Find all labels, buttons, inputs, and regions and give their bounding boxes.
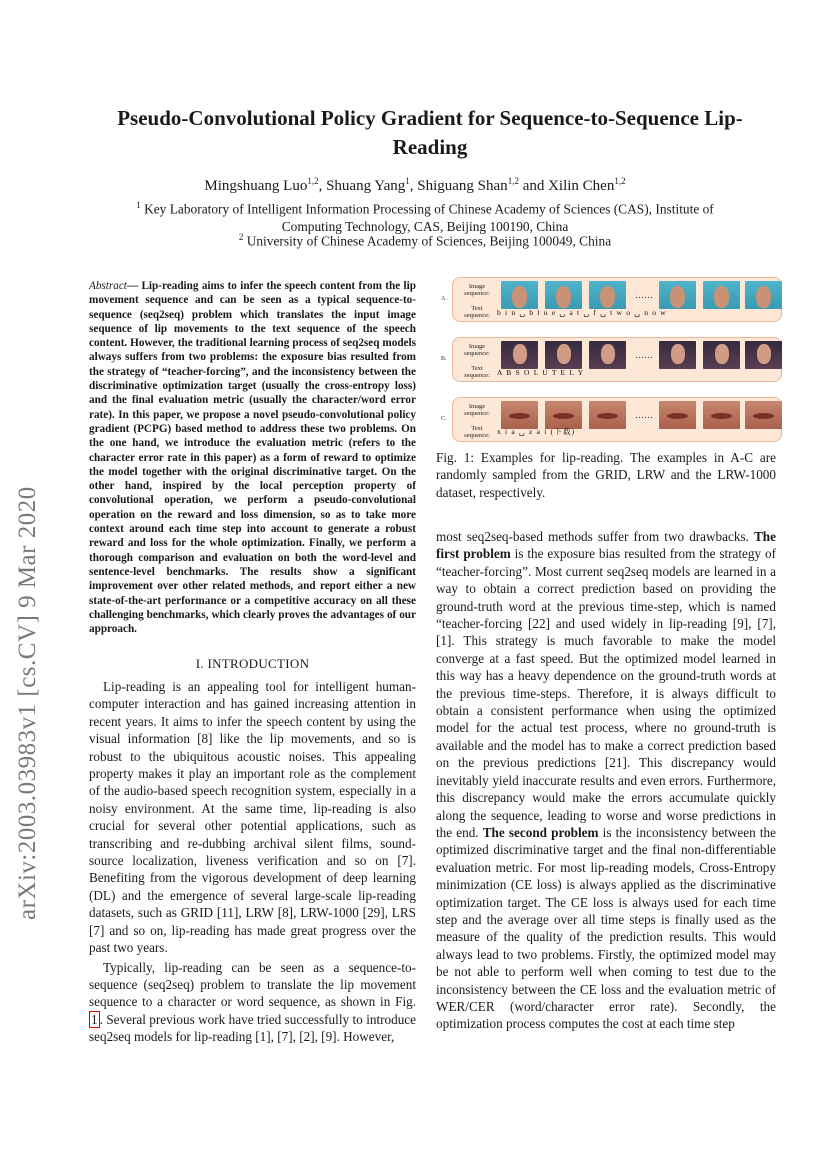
text-sequence-label: Text sequence: [464, 425, 490, 439]
ellipsis: …… [635, 350, 653, 360]
affiliation-marker: 1 [136, 200, 141, 210]
lip-frame-image [501, 341, 538, 369]
lip-frame-image [545, 341, 582, 369]
paragraph-text: most seq2seq-based methods suffer from two drawbacks. [436, 529, 755, 544]
paragraph-text: Typically, lip-reading can be seen as a sequence-to-sequence (seq2seq) problem to translate the lip movement sequence to a character or word sequence, as shown in Fig. [89, 959, 416, 1010]
abstract-text: — Lip-reading aims to infer the speech content from the lip movement sequence and can be seen as a typical sequence-to-sequence (seq2seq) problem which translates the input image sequence of lip movements to the text sequence of the speech content. However, the traditional learning process of seq2seq models always suffers from two problems: the exposure bias resulted from the strategy of “teacher-forcing”, and the inconsistency between the discriminative optimization target (usually the cross-entropy loss) and the final evaluation metric (usually the character/word error rate). In this paper, we propose a novel pseudo-convolutional policy gradient (PCPG) based method to address these two problems. On the one hand, we introduce the evaluation metric (refers to the character error rate in this paper) as a form of reward to optimize the model together with the original discriminative target. On the other hand, inspired by the local perception property of convolutional operation, we perform a pseudo-convolutional operation on the reward and loss dimension, so as to take more context around each time step into account to generate a robust reward and loss for the whole optimization. Finally, we perform a thorough comparison and evaluation on both the word-level and sentence-level benchmarks. The results show a significant improvement over other related methods, and report either a new state-of-the-art performance or a competitive accuracy on all these challenging benchmarks, which clearly proves the advantages of our approach. [89, 280, 416, 636]
abstract [89, 279, 416, 636]
ellipsis: …… [635, 410, 653, 420]
lip-frame-image [545, 401, 582, 429]
affiliation-marker: 1,2 [614, 176, 626, 186]
ellipsis: …… [635, 290, 653, 300]
affiliation-2 [110, 232, 740, 249]
text-sequence: x i a ␣ z a i (下载) [497, 427, 576, 436]
introduction-body-continued [436, 528, 776, 1033]
affiliation-text: Key Laboratory of Intelligent Information Processing of Chinese Academy of Sciences (CAS), Institute of Computing Technology, CAS, Beijing 100190, China [140, 201, 714, 235]
emphasis: The second problem [482, 824, 599, 840]
text-sequence: b i n ␣ b l u e ␣ a t ␣ f ␣ t w o ␣ n o w [497, 308, 667, 317]
figure-reference-link[interactable]: 1 [91, 1011, 98, 1027]
arxiv-identifier: arXiv:2003.03983v1 [cs.CV] 9 Mar 2020 [14, 486, 41, 920]
author-list [90, 176, 740, 195]
text-sequence: A B S O L U T E L Y [497, 368, 585, 377]
paragraph [89, 959, 416, 1046]
section-heading: I. INTRODUCTION [195, 656, 310, 671]
lip-frame-image [745, 341, 782, 369]
text-sequence-label: Text sequence: [464, 305, 490, 319]
lip-frame-image [589, 341, 626, 369]
author-name: , Shuang Yang [318, 178, 406, 194]
emphasis: The first problem [436, 529, 776, 562]
author-name: , Shiguang Shan [409, 178, 508, 194]
lip-frame-image [659, 281, 696, 309]
affiliation-marker: 1 [405, 176, 410, 186]
paragraph-text: . Several previous work have tried successfully to introduce seq2seq models for lip-reading [1], [7], [2], [9]. However, [89, 1011, 416, 1045]
author-name: Mingshuang Luo [204, 178, 308, 194]
text-sequence-label: Text sequence: [464, 365, 490, 379]
figure-caption: Fig. 1: Examples for lip-reading. The examples in A-C are randomly sampled from the GRID, LRW and the LRW-1000 dataset, respectively. [436, 450, 776, 500]
lip-frame-image [589, 281, 626, 309]
affiliation-marker: 1,2 [307, 176, 319, 186]
panel-letter: A. [441, 296, 447, 302]
lip-frame-image [545, 281, 582, 309]
panel-letter: C. [441, 416, 447, 422]
figure-1 [438, 277, 782, 445]
author-name: and Xilin Chen [518, 178, 615, 194]
figure-panel-a [441, 277, 782, 322]
panel-letter: B. [441, 356, 447, 362]
figure-panel-b [441, 337, 782, 382]
affiliation-text: University of Chinese Academy of Sciences, Beijing 100049, China [243, 233, 612, 249]
lip-frame-image [589, 401, 626, 429]
lip-frame-image [659, 341, 696, 369]
affiliation-marker: 1,2 [507, 176, 519, 186]
paragraph [436, 528, 776, 1033]
image-sequence-label: Image sequence: [464, 403, 490, 417]
lip-frame-image [501, 401, 538, 429]
lip-frame-image [501, 281, 538, 309]
lip-frame-image [745, 281, 782, 309]
paper-title: Pseudo-Convolutional Policy Gradient for Sequence-to-Sequence Lip-Reading [117, 106, 743, 159]
paragraph-text: is the exposure bias resulted from the strategy of “teacher-forcing”. Most current seq2seq models are learned in a way to obtain a correct prediction based on providing the ground-truth word at the previous time-step, which is named “teacher-forcing [22] and used widely in lip-reading [9], [7], [1]. This strategy is much favorable to make the model converge at a fast speed. But the optimized model learned in this way has a heavy dependence on the ground-truth words at the previous time-steps. Therefore, it is always difficult to obtain a consistent performance when using the optimized model for the actual test process, where no ground-truth is available and the model has to make a correct prediction based on the previous predictions [21]. This discrepancy would inevitably yield inaccurate results and even errors. Furthermore, this discrepancy would make the errors accumulate quickly along the sequence, leading to worse and worse predictions in the end. [436, 546, 776, 840]
affiliation-1 [110, 196, 740, 236]
figure-panel-c [441, 397, 782, 442]
introduction-body [89, 678, 416, 1046]
image-sequence-label: Image sequence: [464, 283, 490, 297]
lip-frame-image [745, 401, 782, 429]
lip-frame-image [703, 341, 740, 369]
lip-frame-image [703, 281, 740, 309]
lip-frame-image [659, 401, 696, 429]
image-sequence-label: Image sequence: [464, 343, 490, 357]
lip-frame-image [703, 401, 740, 429]
paragraph: Lip-reading is an appealing tool for intelligent human-computer interaction and has gained increasing attention in recent years. It aims to infer the speech content by using the visual information [8] like the lip movements, and so is robust to the ubiquitous acoustic noises. This appealing property makes it play an important role as the complement of the audio-based speech recognition system, especially in a noisy environment. At the same time, lip-reading is also crucial for several other potential applications, such as transcribing and re-dubbing archival silent films, sound-source localization, liveness verification and so on [7]. Benefiting from the vigorous development of deep learning (DL) and the emergence of several large-scale lip-reading datasets, such as GRID [11], LRW [8], LRW-1000 [29], LRS [7] and so on, lip-reading has made great progress over the past two years. [89, 679, 416, 956]
affiliation-marker: 2 [238, 232, 244, 242]
abstract-label: Abstract [89, 280, 127, 292]
paragraph-text: is the inconsistency between the optimized discriminative target and the final non-differentiable evaluation metric. For most lip-reading models, Cross-Entropy minimization (CE loss) is always applied as the discriminative optimization target. The CE loss is always used for each time step and the average over all time steps is finally used as the measure of the quality of the prediction results. This would always lead to two problems. Firstly, the optimized model may be not able to perform well when coming to test due to the inconsistency between the CE loss and the evaluation metric of WER/CER (word/character error rate). Secondly, the optimization process computes the cost at each time step [436, 824, 776, 1032]
